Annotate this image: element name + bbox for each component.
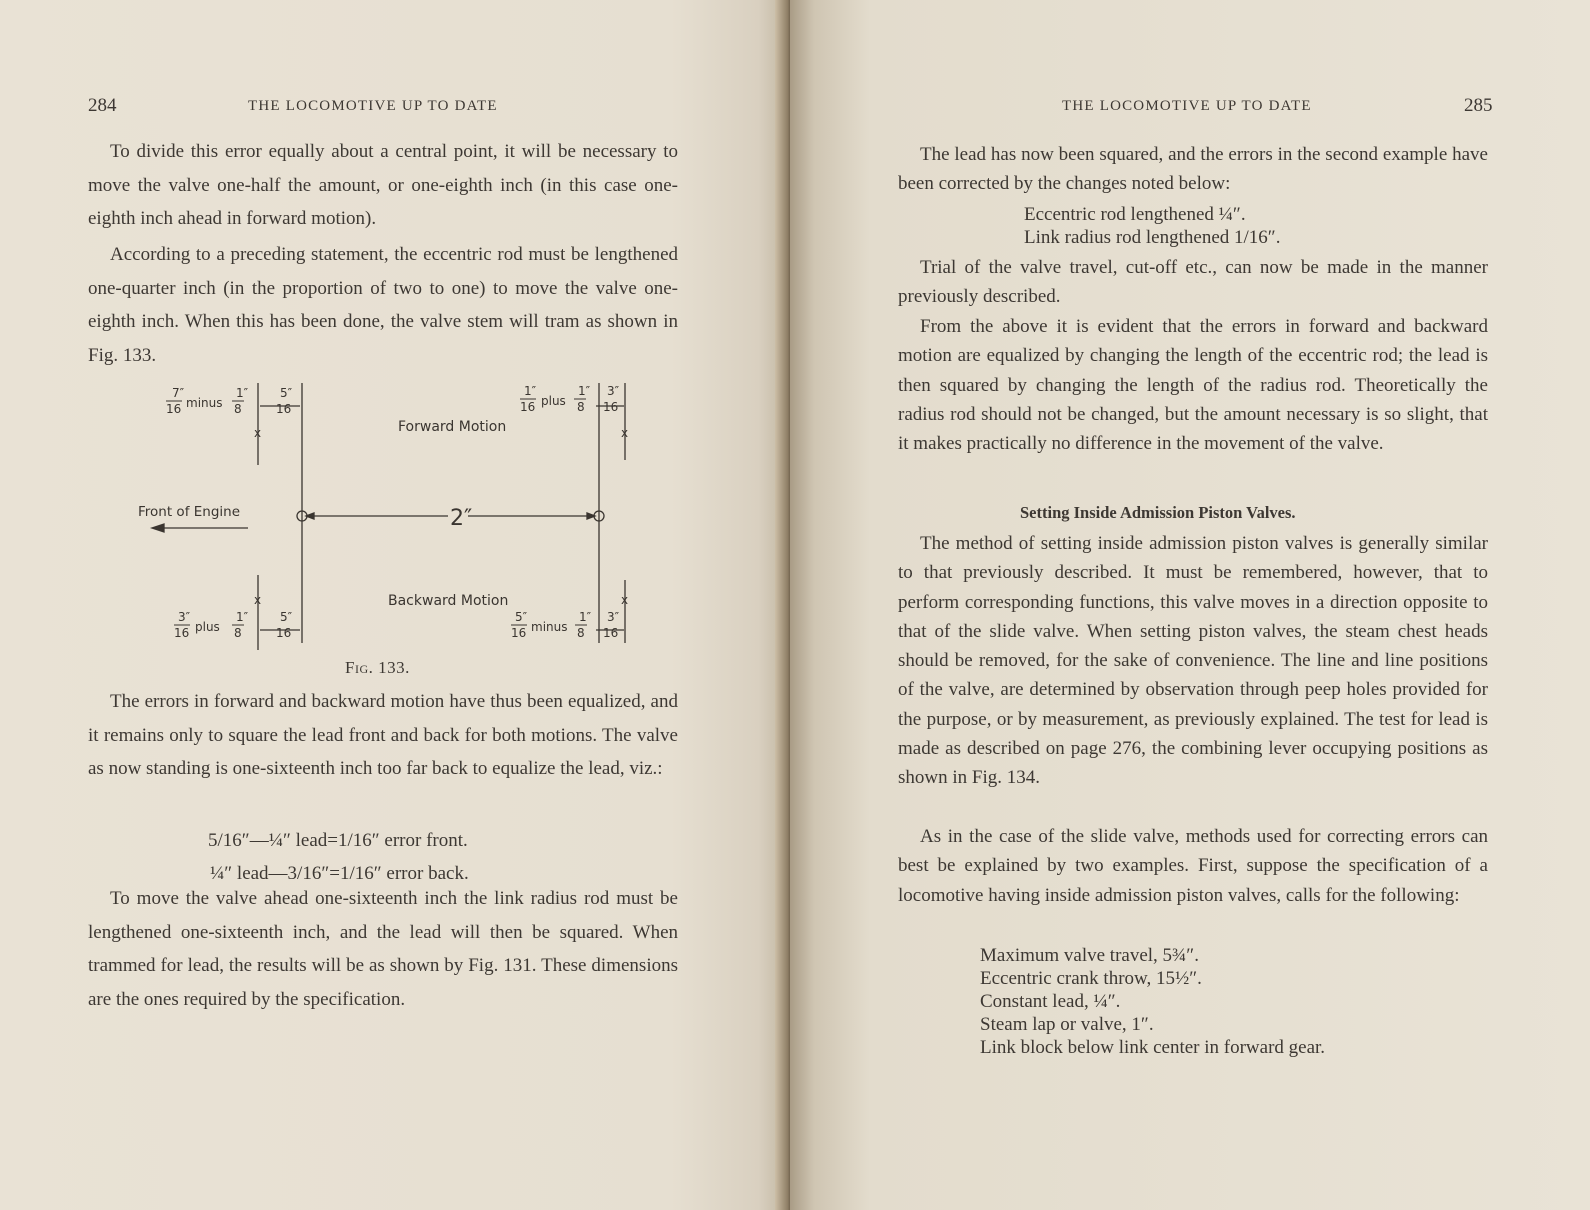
left-page: [0, 0, 790, 1210]
backward-motion-label: Backward Motion: [388, 593, 509, 609]
fraction-denominator: 8: [577, 626, 585, 640]
tram-mark-x: x: [254, 426, 262, 440]
list-item: Maximum valve travel, 5¾″.: [980, 945, 1199, 966]
forward-motion-label: Forward Motion: [398, 419, 507, 435]
tr-expression: [520, 384, 620, 414]
fraction-numerator: 3″: [607, 384, 620, 398]
fraction-denominator: 16: [276, 626, 292, 640]
paragraph: Trial of the valve travel, cut-off etc., can now be made in the manner previously described.: [898, 257, 1488, 308]
fraction-numerator: 7″: [172, 386, 185, 400]
paragraph: The lead has now been squared, and the errors in the second example have been corrected by the changes noted below:: [898, 144, 1488, 195]
bl-expression: [174, 610, 293, 640]
fraction-numerator: 5″: [280, 610, 293, 624]
changes-list: [1024, 203, 1280, 249]
fraction-numerator: 3″: [607, 610, 620, 624]
fraction-numerator: 1″: [578, 384, 591, 398]
paragraph: According to a preceding statement, the eccentric rod must be lengthened one-quarter inch (in the proportion of two to one) to move the valve one-eighth inch. When this has been done, the valve stem will tram as shown in Fig. 133.: [88, 244, 678, 366]
fraction-numerator: 1″: [579, 610, 592, 624]
front-arrow-head: [152, 524, 164, 532]
fraction-denominator: 16: [520, 400, 536, 414]
running-head: THE LOCOMOTIVE UP TO DATE: [248, 98, 498, 114]
operator-text: minus: [531, 620, 568, 634]
fraction-numerator: 3″: [178, 610, 191, 624]
fraction-denominator: 8: [577, 400, 585, 414]
specification-list: [980, 944, 1325, 1059]
fraction-numerator: 1″: [524, 384, 537, 398]
paragraph: To divide this error equally about a central point, it will be necessary to move the valve one-half the amount, or one-eighth inch (in this case one-eighth inch ahead in forward motion).: [88, 141, 678, 229]
paragraph: From the above it is evident that the errors in forward and backward motion are equalized by changing the length of the eccentric rod; the lead is then squared by changing the length of the radius rod. Theoretically the radius rod should not be changed, but the amount necessary is so slight, that it makes practically no difference in the movement of the valve.: [898, 316, 1488, 455]
fraction-denominator: 16: [276, 402, 292, 416]
fraction-denominator: 8: [234, 626, 242, 640]
paragraph: The method of setting inside admission piston valves is generally similar to that previously described. It must be remembered, however, that to perform corresponding functions, this valve moves in a direction opposite to that of the slide valve. When setting piston valves, the steam chest heads should be removed, for the sake of convenience. The line and line positions of the valve, are determined by observation through peep holes provided for the purpose, or by measurement, as previously explained. The test for lead is made as described on page 276, the combining lever occupying positions as shown in Fig. 134.: [898, 533, 1488, 789]
equation: 5/16″—¼″ lead=1/16″ error front.: [208, 830, 468, 851]
page-number: 284: [88, 95, 117, 116]
tl-expression: [166, 386, 293, 416]
front-of-engine-label: Front of Engine: [138, 504, 241, 520]
tram-mark-x: x: [621, 426, 629, 440]
right-page: [790, 0, 1590, 1210]
operator-text: minus: [186, 396, 223, 410]
operator-text: plus: [541, 394, 566, 408]
list-item: Eccentric crank throw, 15½″.: [980, 968, 1202, 989]
br-expression: [511, 610, 620, 640]
fraction-numerator: 1″: [236, 386, 249, 400]
equation: ¼″ lead—3/16″=1/16″ error back.: [210, 863, 469, 884]
list-item: Steam lap or valve, 1″.: [980, 1014, 1154, 1035]
fraction-numerator: 5″: [280, 386, 293, 400]
section-heading: Setting Inside Admission Piston Valves.: [1020, 503, 1296, 522]
list-item: Link block below link center in forward gear.: [980, 1037, 1326, 1058]
list-item: Link radius rod lengthened 1/16″.: [1024, 227, 1281, 248]
figure-133-diagram: [130, 375, 650, 655]
tram-mark-x: x: [254, 593, 262, 607]
fraction-numerator: 1″: [236, 610, 249, 624]
tram-mark-x: x: [621, 593, 629, 607]
fraction-denominator: 16: [603, 400, 619, 414]
figure-caption: Fig. 133.: [345, 658, 410, 677]
fraction-denominator: 16: [174, 626, 190, 640]
paragraph: To move the valve ahead one-sixteenth inch the link radius rod must be lengthened one-sixteenth inch, and the lead will then be squared. When trammed for lead, the results will be as shown by Fig. 131. These dimensions are the ones required by the specification.: [88, 888, 678, 1010]
fraction-denominator: 16: [603, 626, 619, 640]
page-number: 285: [1464, 95, 1493, 116]
list-item: Constant lead, ¼″.: [980, 991, 1121, 1012]
fraction-denominator: 16: [166, 402, 182, 416]
fraction-numerator: 5″: [515, 610, 528, 624]
paragraph: The errors in forward and backward motion have thus been equalized, and it remains only to square the lead front and back for both motions. The valve as now standing is one-sixteenth inch too far back to equalize the lead, viz.:: [88, 691, 678, 779]
paragraph: As in the case of the slide valve, methods used for correcting errors can best be explained by two examples. First, suppose the specification of a locomotive having inside admission piston valves, calls for the following:: [898, 826, 1488, 906]
center-dimension-label: 2″: [450, 506, 473, 531]
operator-text: plus: [195, 620, 220, 634]
running-head: THE LOCOMOTIVE UP TO DATE: [1062, 98, 1312, 114]
fraction-denominator: 8: [234, 402, 242, 416]
list-item: Eccentric rod lengthened ¼″.: [1024, 204, 1246, 225]
fraction-denominator: 16: [511, 626, 527, 640]
